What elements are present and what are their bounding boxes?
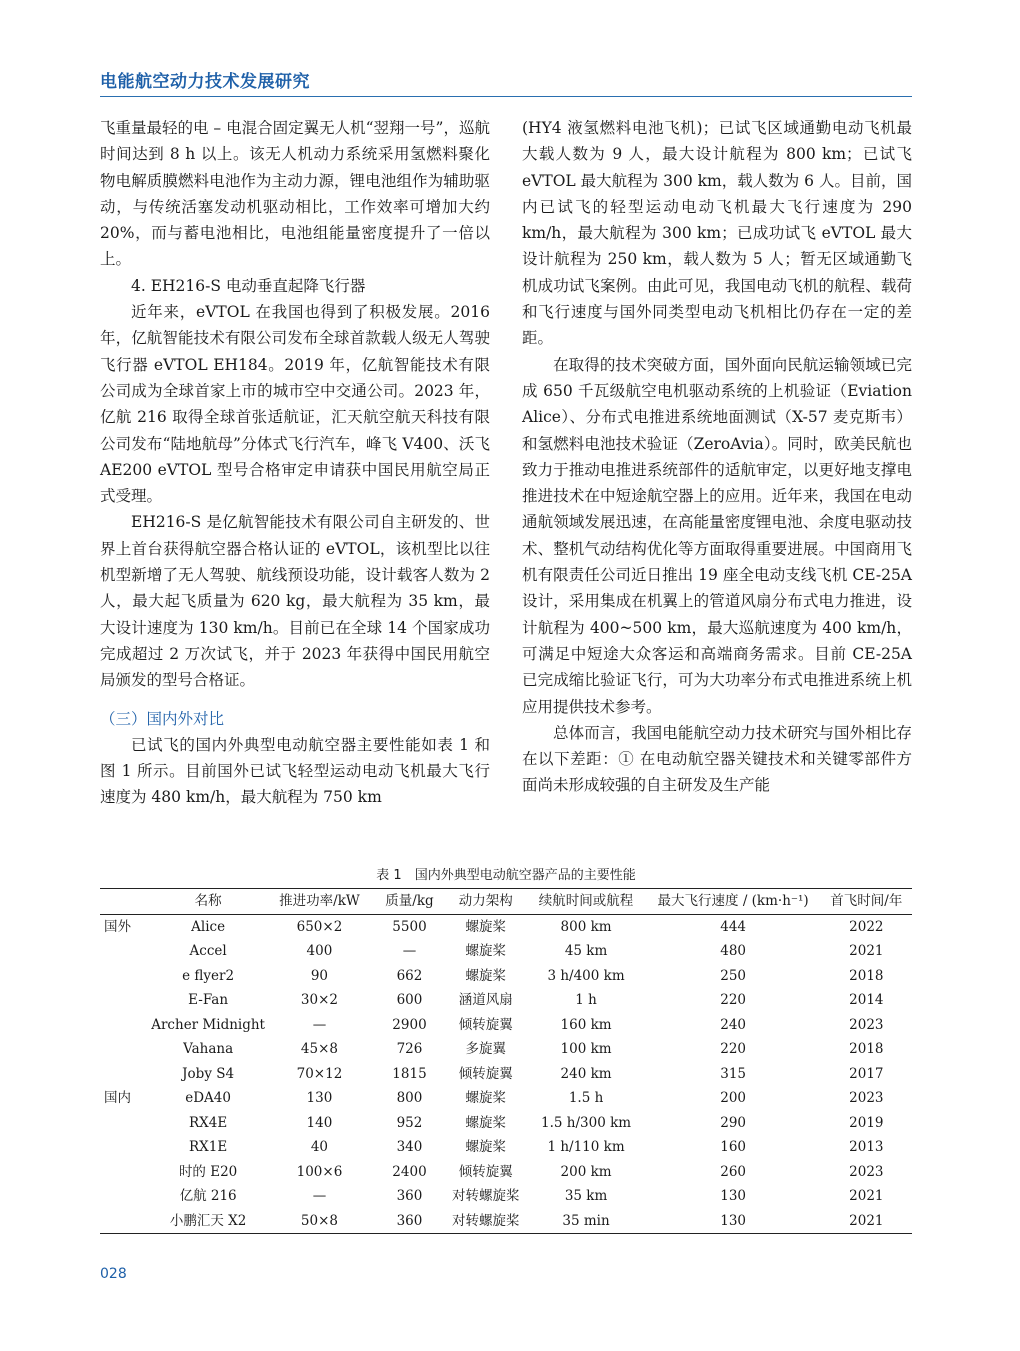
table-cell: 3 h/400 km [547, 967, 625, 984]
column-header: 最大飞行速度 / (km·h⁻¹) [657, 893, 809, 909]
table-cell: 2018 [849, 967, 884, 984]
table-cell: 50×8 [300, 1212, 338, 1229]
table-cell: 45×8 [300, 1041, 338, 1057]
table-row [100, 1111, 912, 1136]
table-cell: 200 [720, 1090, 747, 1106]
table-block [100, 866, 912, 1234]
table-row [100, 1013, 912, 1038]
table-cell: 2018 [849, 1041, 884, 1057]
table-cell: 315 [720, 1065, 747, 1082]
table-cell: 130 [720, 1212, 747, 1229]
table-cell: 2014 [849, 992, 884, 1008]
table-cell: 360 [396, 1188, 423, 1204]
table-cell: 倾转旋翼 [458, 1016, 513, 1033]
table-cell: 多旋翼 [465, 1041, 507, 1057]
region-cell [100, 1209, 151, 1234]
table-cell: eDA40 [185, 1090, 231, 1106]
table-cell: E-Fan [188, 992, 229, 1008]
subsection-title: 4. EH216-S 电动垂直起降飞行器 [131, 276, 366, 295]
table-cell: Vahana [183, 1041, 234, 1057]
table-cell: 800 km [560, 918, 612, 935]
paragraph: 已试飞的国内外典型电动航空器主要性能如表 1 和图 1 所示。目前国外已试飞轻型运动电动飞机最大飞行速度为 480 km/h，最大航程为 750 km [100, 735, 490, 807]
table-cell: 2022 [849, 918, 884, 935]
region-cell [100, 964, 151, 989]
table-cell: 涵道风扇 [458, 992, 513, 1008]
table-cell: 对转螺旋桨 [452, 1212, 520, 1229]
region-cell [100, 939, 151, 964]
table-cell: 130 [306, 1090, 333, 1106]
page-number: 028 [100, 1266, 127, 1282]
table-cell: 952 [396, 1114, 423, 1131]
table-cell: 800 [396, 1090, 423, 1106]
table-cell: 2021 [849, 1188, 884, 1204]
column-header: 推进功率/kW [279, 893, 360, 909]
table-cell: 444 [720, 918, 747, 935]
table-cell: 220 [720, 992, 747, 1008]
table-row [100, 1135, 912, 1160]
table-cell: 240 km [560, 1065, 612, 1082]
region-cell [100, 1160, 151, 1185]
paragraph: EH216-S 是亿航智能技术有限公司自主研发的、世界上首台获得航空器合格认证的 eVTOL，该机型比以往机型新增了无人驾驶、航线预设功能，设计载客人数为 2 人，最大起飞质量为 620 kg，最大航程为 35 km，最大设计速度为 130 km/h。目前已在全球 14 个国家成功完成超过 2 万次试飞，并于 2023 年获得中国民用航空局颁发的型号合格证。 [100, 513, 490, 690]
table-cell: 650×2 [296, 918, 343, 935]
paragraph: 近年来，eVTOL 在我国也得到了积极发展。2016 年，亿航智能技术有限公司发布全球首款载人级无人驾驶飞行器 eVTOL EH184。2019 年，亿航智能技术有限公司成为全球首家上市的城市空中交通公司。2023 年，亿航 216 取得全球首张适航证，汇天航空航天科技有限公司发布“陆地航母”分体式飞行汽车，峰飞 V400、沃飞 AE200 eVTOL 型号合格审定申请获中国民用航空局正式受理。 [100, 303, 490, 506]
table-row [100, 964, 912, 989]
table-cell: 90 [310, 967, 329, 984]
table-cell: 30×2 [300, 992, 338, 1008]
table-cell: 2021 [849, 1212, 884, 1229]
table-cell: — [312, 1188, 327, 1204]
table-cell: 160 km [560, 1016, 612, 1033]
table-cell: — [402, 943, 417, 959]
paragraph: 飞重量最轻的电 – 电混合固定翼无人机“翌翔一号”，巡航时间达到 8 h 以上。该无人机动力系统采用氢燃料聚化物电解质膜燃料电池作为主动力源，锂电池组作为辅助驱动，与传统活塞发动机驱动相比，工作效率可增加大约 20%，而与蓄电池相比，电池组能量密度提升了一倍以上。 [100, 119, 490, 269]
table-cell: 340 [396, 1139, 423, 1155]
table-cell: 1.5 h [568, 1090, 604, 1106]
paragraph: 总体而言，我国电能航空动力技术研究与国外相比存在以下差距：① 在电动航空器关键技术和关键零部件方面尚未形成较强的自主研发及生产能 [522, 723, 912, 795]
paragraph: 在取得的技术突破方面，国外面向民航运输领域已完成 650 千瓦级航空电机驱动系统的上机验证（Eviation Alice）、分布式电推进系统地面测试（X-57 麦克斯韦）和氢燃料电池技术验证（ZeroAvia）。同时，欧美民航也致力于推动电推进系统部件的适航审定，以更好地支撑电推进技术在中短途航空器上的应用。近年来，我国在电动通航领域发展迅速，在高能量密度锂电池、余度电驱动技术、整机气动结构优化等方面取得重要进展。中国商用飞机有限责任公司近日推出 19 座全电动支线飞机 CE-25A 设计，采用集成在机翼上的管道风扇分布式电力推进，设计航程为 400~500 km，最大巡航速度为 400 km/h，可满足中短途大众客运和高端商务需求。目前 CE-25A 已完成缩比验证飞行，可为大功率分布式电推进系统上机应用提供技术参考。 [522, 355, 912, 716]
table-cell: 70×12 [296, 1065, 343, 1082]
table-row [100, 914, 912, 939]
table-caption: 表 1 国内外典型电动航空器产品的主要性能 [376, 868, 636, 883]
table-cell: 45 km [564, 943, 608, 959]
region-cell [100, 1135, 151, 1160]
table-cell: 螺旋桨 [465, 1139, 507, 1155]
table-cell: 螺旋桨 [465, 918, 507, 935]
region-cell: 国外 [104, 918, 131, 935]
table-cell: 240 [720, 1016, 747, 1033]
table-cell: 对转螺旋桨 [452, 1188, 520, 1204]
table-cell: 亿航 216 [179, 1188, 237, 1204]
region-cell [100, 1111, 151, 1136]
region-cell [100, 1013, 151, 1038]
table-cell: 螺旋桨 [465, 1090, 507, 1106]
table-cell: 5500 [392, 918, 427, 935]
table-row [100, 1037, 912, 1062]
table-cell: RX4E [188, 1114, 228, 1131]
table-cell: 40 [310, 1139, 329, 1155]
table-cell: 螺旋桨 [465, 967, 507, 984]
left-column [100, 115, 490, 810]
table-row [100, 1184, 912, 1209]
region-cell [100, 1184, 151, 1209]
table-cell: 螺旋桨 [465, 943, 507, 959]
table-cell: Joby S4 [182, 1065, 235, 1082]
table-cell: 200 km [560, 1163, 612, 1180]
performance-table [100, 888, 912, 1234]
table-cell: 2023 [849, 1090, 884, 1106]
table-cell: 160 [720, 1139, 747, 1155]
table-row [100, 988, 912, 1013]
table-cell: 倾转旋翼 [458, 1065, 513, 1082]
column-header: 续航时间或航程 [538, 893, 634, 909]
table-cell: 360 [396, 1212, 423, 1229]
table-cell: 100×6 [296, 1163, 343, 1180]
table-cell: 时的 E20 [178, 1163, 238, 1180]
table-header-row [100, 889, 912, 915]
table-cell: 2400 [392, 1163, 427, 1180]
table-cell: e flyer2 [182, 967, 235, 984]
table-cell: 2017 [849, 1065, 884, 1082]
table-cell: — [312, 1016, 327, 1033]
column-header: 动力架构 [458, 893, 513, 909]
table-cell: RX1E [188, 1139, 228, 1155]
table-cell: 倾转旋翼 [458, 1163, 513, 1180]
table-row [100, 1086, 912, 1111]
table-cell: 1 h/110 km [547, 1139, 625, 1155]
table-cell: 小鹏汇天 X2 [169, 1212, 247, 1229]
table-cell: Accel [189, 943, 227, 959]
table-cell: 600 [396, 992, 423, 1008]
table-cell: 1 h [575, 992, 597, 1008]
table-cell: Alice [191, 918, 226, 935]
column-header: 名称 [194, 893, 222, 909]
column-header: 首飞时间/年 [830, 893, 903, 909]
table-cell: 726 [396, 1041, 423, 1057]
table-cell: 260 [720, 1163, 747, 1180]
table-cell: 35 min [562, 1212, 610, 1229]
right-column [522, 115, 912, 799]
region-cell [100, 1037, 151, 1062]
table-cell: 480 [720, 943, 747, 959]
table-cell: 250 [720, 967, 747, 984]
table-body [100, 914, 912, 1234]
table-cell: 130 [720, 1188, 747, 1204]
region-cell: 国内 [104, 1090, 131, 1106]
table-cell: 220 [720, 1041, 747, 1057]
column-header [100, 889, 151, 915]
table-row [100, 1209, 912, 1234]
table-cell: 100 km [560, 1041, 612, 1057]
table-cell: 1815 [392, 1065, 427, 1082]
table-cell: 1.5 h/300 km [541, 1114, 632, 1131]
table-row [100, 1062, 912, 1087]
table-cell: 2019 [849, 1114, 884, 1131]
table-cell: 螺旋桨 [465, 1114, 507, 1131]
table-cell: Archer Midnight [151, 1016, 265, 1033]
table-row [100, 939, 912, 964]
table-cell: 290 [720, 1114, 747, 1131]
journal-section-title: 电能航空动力技术发展研究 [100, 72, 310, 92]
table-cell: 2900 [392, 1016, 427, 1033]
region-cell [100, 1062, 151, 1087]
table-cell: 662 [396, 967, 423, 984]
column-header: 质量/kg [385, 893, 434, 909]
table-cell: 2023 [849, 1016, 884, 1033]
table-cell: 2013 [849, 1139, 884, 1155]
table-row [100, 1160, 912, 1185]
table-cell: 35 km [564, 1188, 608, 1204]
section-heading: （三）国内外对比 [100, 709, 225, 728]
table-cell: 2023 [849, 1163, 884, 1180]
table-cell: 140 [306, 1114, 333, 1131]
table-cell: 400 [306, 943, 333, 959]
region-cell [100, 988, 151, 1013]
table-cell: 2021 [849, 943, 884, 959]
paragraph: (HY4 液氢燃料电池飞机)；已试飞区域通勤电动飞机最大载人数为 9 人，最大设计航程为 800 km；已试飞 eVTOL 最大航程为 300 km，载人数为 6 人。目前，国内已试飞的轻型运动电动飞机最大飞行速度为 290 km/h，最大航程为 300 km；已成功试飞 eVTOL 最大设计航程为 250 km，载人数为 5 人；暂无区域通勤飞机成功试飞案例。由此可见，我国电动飞机的航程、载荷和飞行速度与国外同类型电动飞机相比仍存在一定的差距。 [522, 119, 912, 348]
running-header [100, 70, 912, 97]
